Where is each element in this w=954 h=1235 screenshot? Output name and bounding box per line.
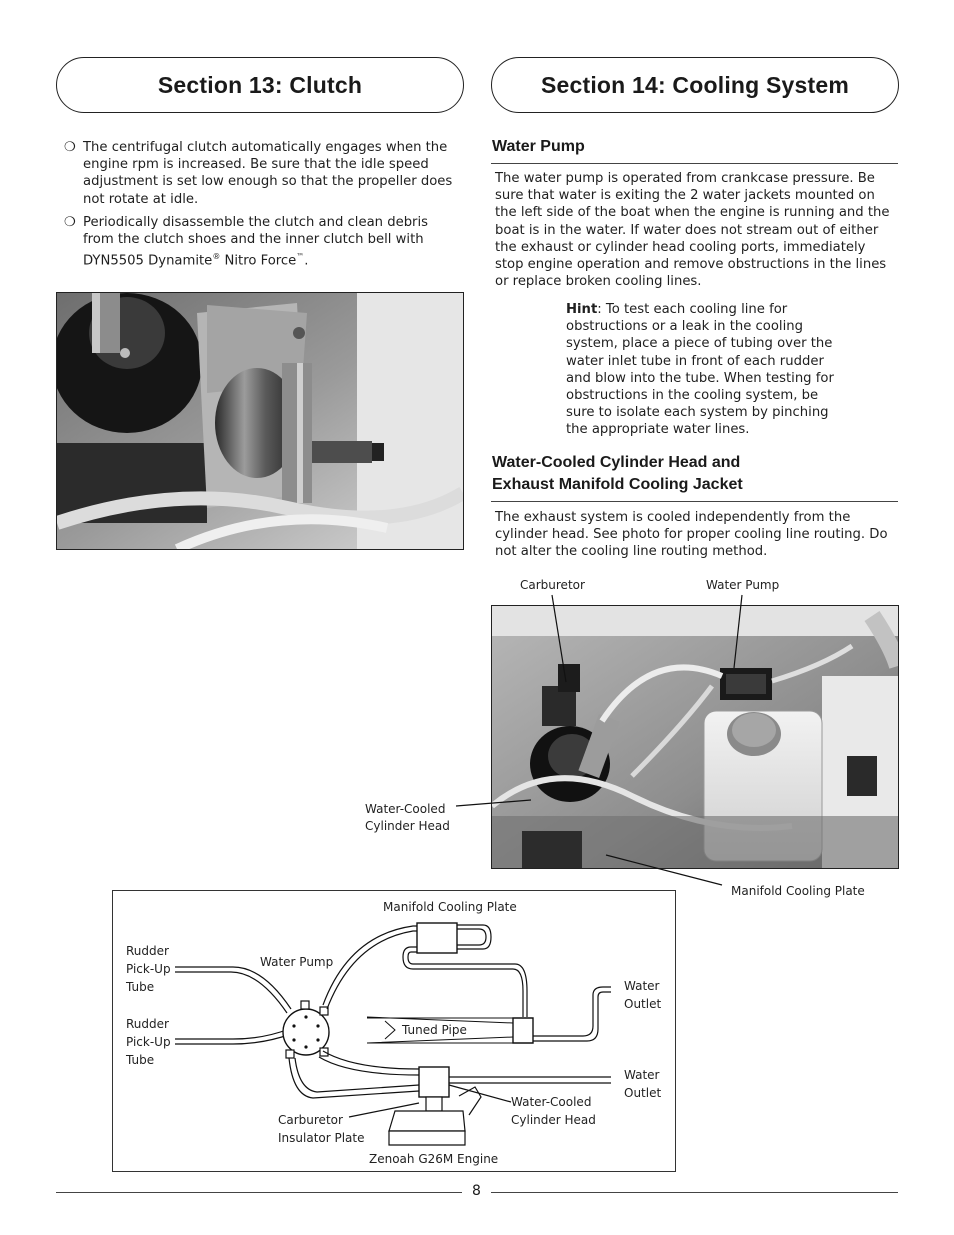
jacket-paragraph: The exhaust system is cooled independently from the cylinder head. See photo for proper cooling line routing. Do not alter the cooling line routing method. xyxy=(495,510,888,560)
section-13-title: Section 13: Clutch xyxy=(157,71,363,98)
footer-rule-left xyxy=(56,1192,462,1193)
diagram-label-outlet-1a: Water xyxy=(624,979,660,993)
label-manifold-plate: Manifold Cooling Plate xyxy=(731,884,865,898)
diagram-label-carb-b: Insulator Plate xyxy=(278,1131,365,1145)
cooling-diagram-svg xyxy=(113,891,675,1171)
label-carburetor: Carburetor xyxy=(520,578,585,592)
clutch-bullet-1-text: The centrifugal clutch automatically engages when the engine rpm is increased. Be sure that the idle speed adjustment is set low enough so that the propeller does not rotate at idle. xyxy=(83,140,453,207)
diagram-label-engine: Zenoah G26M Engine xyxy=(369,1152,499,1166)
label-cylinder-head: Water-Cooled Cylinder Head xyxy=(365,802,450,833)
diagram-label-tuned-pipe: Tuned Pipe xyxy=(402,1023,467,1037)
diagram-engine-icon xyxy=(389,1111,465,1131)
diagram-label-outlet-1b: Outlet xyxy=(624,997,662,1011)
bullet-circle-icon: ❍ xyxy=(64,215,76,230)
trademark-mark: ™ xyxy=(296,252,305,262)
diagram-label-rudder-1c: Tube xyxy=(126,980,155,994)
bullet-circle-icon: ❍ xyxy=(64,140,76,155)
clutch-bullet-2-text: Periodically disassemble the clutch and clean debris from the clutch shoes and the inner clutch bell with DYN5505 Dynamite® Nitro Force™. xyxy=(83,215,429,269)
diagram-label-rudder-1a: Rudder xyxy=(126,944,169,958)
diagram-label-carb-a: Carburetor xyxy=(278,1113,343,1127)
diagram-label-rudder-2b: Pick-Up xyxy=(126,1035,171,1049)
label-water-pump: Water Pump xyxy=(706,578,780,592)
diagram-label-rudder-2c: Tube xyxy=(126,1053,155,1067)
registered-mark: ® xyxy=(212,252,221,262)
diagram-label-rudder-2a: Rudder xyxy=(126,1017,169,1031)
diagram-label-manifold: Manifold Cooling Plate xyxy=(383,900,517,914)
water-pump-heading: Water Pump xyxy=(492,138,585,155)
diagram-label-water-pump: Water Pump xyxy=(260,955,334,969)
water-pump-paragraph: The water pump is operated from crankcase pressure. Be sure that water is exiting the 2 water jackets mounted on the left side of the boat when the engine is running and the boat is in the water. If water does not stream out of either the exhaust or cylinder head cooling ports, immediately stop engine operation and remove obstructions in the lines or replace broken cooling lines. xyxy=(495,171,890,290)
jacket-heading: Water-Cooled Cylinder Head and Exhaust Manifold Cooling Jacket xyxy=(492,454,743,493)
cooling-diagram xyxy=(112,890,676,1172)
hint-label: Hint xyxy=(566,302,598,317)
hint-text: : To test each cooling line for obstructions or a leak in the cooling system, place a piece of tubing over the water inlet tube in front of each rudder and blow into the tube. When testing for obstructions in the cooling system, be sure to isolate each system by pinching the appropriate water lines. xyxy=(566,302,834,438)
diagram-cylinder-head-icon xyxy=(419,1067,449,1097)
page-number: 8 xyxy=(472,1183,481,1199)
footer-rule-right xyxy=(491,1192,898,1193)
diagram-label-cylhead-b: Cylinder Head xyxy=(511,1113,596,1127)
diagram-manifold-plate-icon xyxy=(417,923,457,953)
diagram-label-cylhead-a: Water-Cooled xyxy=(511,1095,592,1109)
section-14-title: Section 14: Cooling System xyxy=(540,71,850,98)
diagram-label-outlet-2b: Outlet xyxy=(624,1086,662,1100)
diagram-label-rudder-1b: Pick-Up xyxy=(126,962,171,976)
diagram-label-outlet-2a: Water xyxy=(624,1068,660,1082)
